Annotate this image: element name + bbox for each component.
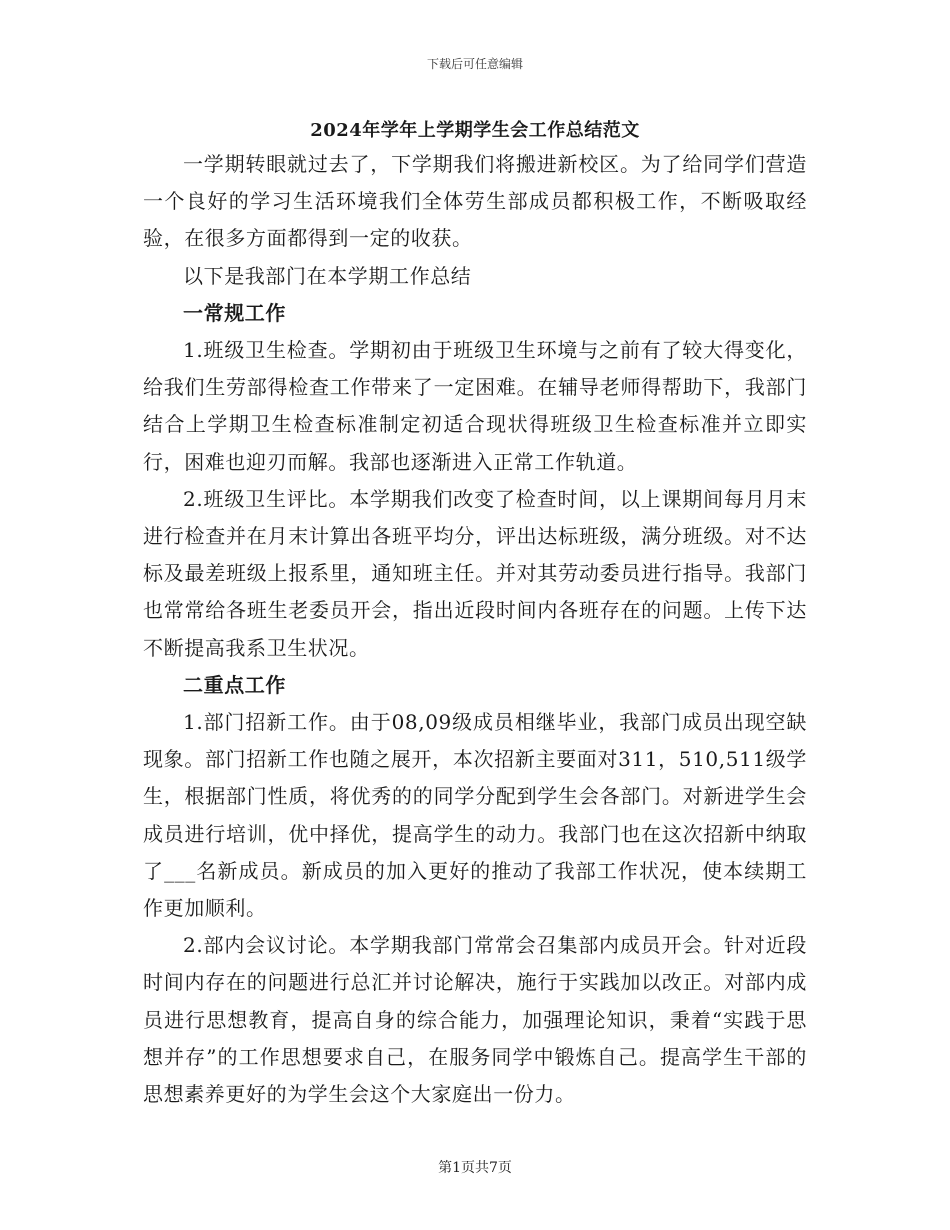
document-body	[143, 146, 807, 1113]
paragraph-hygiene-evaluation: 2.班级卫生评比。本学期我们改变了检查时间，以上课期间每月月末进行检查并在月末计算出各班平均分，评出达标班级，满分班级。对不达标及最差班级上报系里，通知班主任。并对其劳动委员进行指导。我部门也常常给各班生老委员开会，指出近段时间内各班存在的问题。上传下达不断提高我系卫生状况。	[143, 486, 807, 660]
intro-paragraph: 一学期转眼就过去了，下学期我们将搬进新校区。为了给同学们营造一个良好的学习生活环境我们全体劳生部成员都积极工作，不断吸取经验，在很多方面都得到一定的收获。	[143, 152, 807, 251]
document-title: 2024年学年上学期学生会工作总结范文	[310, 120, 640, 141]
summary-lead-paragraph: 以下是我部门在本学期工作总结	[183, 263, 472, 288]
section-heading-routine-work: 一常规工作	[183, 300, 286, 325]
section-heading-key-work: 二重点工作	[183, 672, 286, 697]
download-note: 下载后可任意编辑	[426, 57, 523, 71]
paragraph-recruitment: 1.部门招新工作。由于08,09级成员相继毕业，我部门成员出现空缺现象。部门招新工作也随之展开，本次招新主要面对311，510,511级学生，根据部门性质，将优秀的的同学分配到学生会各部门。对新进学生会成员进行培训，优中择优，提高学生的动力。我部门也在这次招新中纳取了___名新成员。新成员的加入更好的推动了我部工作状况，使本续期工作更加顺利。	[143, 710, 807, 921]
paragraph-internal-meetings: 2.部内会议讨论。本学期我部门常常会召集部内成员开会。针对近段时间内存在的问题进行总汇并讨论解决，施行于实践加以改正。对部内成员进行思想教育，提高自身的综合能力，加强理论知识，秉着“实践于思想并存”的工作思想要求自己，在服务同学中锻炼自己。提高学生干部的思想素养更好的为学生会这个大家庭出一份力。	[143, 933, 807, 1107]
page-number: 第1页共7页	[438, 1160, 512, 1176]
paragraph-hygiene-inspection: 1.班级卫生检查。学期初由于班级卫生环境与之前有了较大得变化，给我们生劳部得检查工作带来了一定困难。在辅导老师得帮助下，我部门结合上学期卫生检查标准制定初适合现状得班级卫生检查标准并立即实行，困难也迎刃而解。我部也逐渐进入正常工作轨道。	[143, 338, 807, 474]
